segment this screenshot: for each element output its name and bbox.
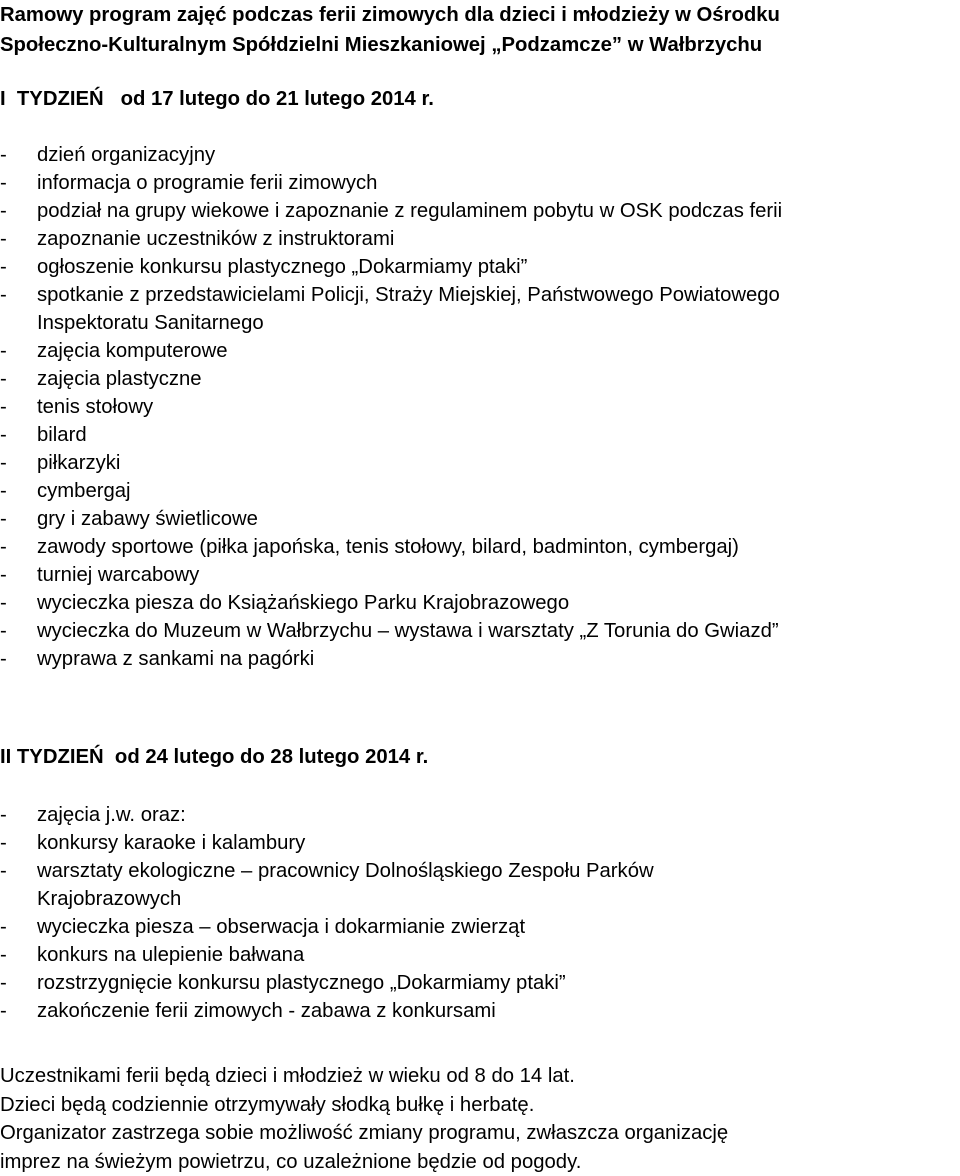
list-item	[0, 941, 960, 969]
list-dash: -	[0, 284, 7, 306]
list-item-text: wyprawa z sankami na pagórki	[37, 648, 315, 670]
list-item-text: zawody sportowe (piłka japońska, tenis stołowy, bilard, badminton, cymbergaj)	[37, 536, 739, 558]
list-item-text: gry i zabawy świetlicowe	[37, 508, 258, 530]
footer-line: Dzieci będą codziennie otrzymywały słodką bułkę i herbatę.	[0, 1093, 535, 1116]
list-item-text: wycieczka do Muzeum w Wałbrzychu – wystawa i warsztaty „Z Torunia do Gwiazd”	[37, 620, 779, 642]
list-dash: -	[0, 396, 7, 418]
list-dash: -	[0, 200, 7, 222]
list-item-text: wycieczka piesza – obserwacja i dokarmianie zwierząt	[37, 916, 526, 938]
footer-line: Uczestnikami ferii będą dzieci i młodzież w wieku od 8 do 14 lat.	[0, 1065, 575, 1087]
list-dash: -	[0, 860, 7, 882]
list-dash: -	[0, 972, 7, 994]
list-item	[0, 997, 960, 1025]
list-dash: -	[0, 620, 7, 642]
list-item-text: dzień organizacyjny	[37, 144, 216, 166]
list-dash: -	[0, 228, 7, 250]
footer-notes	[0, 1062, 728, 1176]
list-item-text: spotkanie z przedstawicielami Policji, Straży Miejskiej, Państwowego Powiatowego	[37, 284, 780, 306]
list-item-text: zajęcia komputerowe	[37, 340, 228, 362]
list-dash: -	[0, 256, 7, 278]
list-dash: -	[0, 804, 7, 826]
list-item	[0, 857, 960, 913]
list-item-text: zapoznanie uczestników z instruktorami	[37, 228, 395, 250]
list-dash: -	[0, 916, 7, 938]
list-item-text: zajęcia plastyczne	[37, 368, 202, 390]
document-title	[0, 0, 780, 60]
footer-line: imprez na świeżym powietrzu, co uzależnione będzie od pogody.	[0, 1150, 582, 1173]
list-item	[0, 169, 960, 197]
list-dash: -	[0, 368, 7, 390]
week-2-activity-list	[0, 801, 960, 1025]
footer-line: Organizator zastrzega sobie możliwość zmiany programu, zwłaszcza organizację	[0, 1122, 729, 1144]
list-item	[0, 393, 960, 421]
list-item-text: zajęcia j.w. oraz:	[37, 804, 186, 826]
list-item-text: piłkarzyki	[37, 452, 121, 474]
list-item-text: wycieczka piesza do Książańskiego Parku Krajobrazowego	[37, 592, 570, 614]
list-item	[0, 197, 960, 225]
list-dash: -	[0, 340, 7, 362]
list-item	[0, 589, 960, 617]
list-item-text: rozstrzygnięcie konkursu plastycznego „Dokarmiamy ptaki”	[37, 972, 566, 994]
list-item-text: zakończenie ferii zimowych - zabawa z konkursami	[37, 1000, 496, 1022]
title-line-2: Społeczno-Kulturalnym Spółdzielni Mieszkaniowej „Podzamcze” w Wałbrzychu	[0, 34, 763, 56]
list-item	[0, 225, 960, 253]
list-item-text: konkursy karaoke i kalambury	[37, 832, 306, 854]
list-item-text: konkurs na ulepienie bałwana	[37, 944, 305, 966]
list-dash: -	[0, 508, 7, 530]
list-dash: -	[0, 592, 7, 614]
list-item-text: podział na grupy wiekowe i zapoznanie z regulaminem pobytu w OSK podczas ferii	[37, 200, 783, 222]
list-item-text: bilard	[37, 424, 87, 446]
list-dash: -	[0, 564, 7, 586]
list-dash: -	[0, 536, 7, 558]
list-dash: -	[0, 480, 7, 502]
list-item-text: informacja o programie ferii zimowych	[37, 172, 378, 194]
list-item	[0, 645, 960, 673]
title-line-1: Ramowy program zajęć podczas ferii zimowych dla dzieci i młodzieży w Ośrodku	[0, 4, 780, 26]
list-item-text: ogłoszenie konkursu plastycznego „Dokarmiamy ptaki”	[37, 256, 528, 278]
list-item-text: turniej warcabowy	[37, 564, 200, 586]
list-item	[0, 421, 960, 449]
list-dash: -	[0, 452, 7, 474]
list-dash: -	[0, 424, 7, 446]
list-dash: -	[0, 648, 7, 670]
list-item	[0, 141, 960, 169]
list-item-continuation: Inspektoratu Sanitarnego	[37, 312, 264, 334]
list-item	[0, 253, 960, 281]
list-item-text: warsztaty ekologiczne – pracownicy Dolnośląskiego Zespołu Parków	[37, 860, 654, 882]
list-item	[0, 477, 960, 505]
list-dash: -	[0, 172, 7, 194]
list-item	[0, 337, 960, 365]
list-item	[0, 829, 960, 857]
list-item	[0, 561, 960, 589]
list-dash: -	[0, 1000, 7, 1022]
list-dash: -	[0, 144, 7, 166]
list-item	[0, 449, 960, 477]
list-item-continuation: Krajobrazowych	[37, 888, 182, 910]
list-item	[0, 913, 960, 941]
week-1-activity-list	[0, 141, 960, 673]
list-item	[0, 533, 960, 561]
list-item	[0, 801, 960, 829]
week-2-heading: II TYDZIEŃ od 24 lutego do 28 lutego 2014 r.	[0, 746, 429, 768]
list-item	[0, 281, 960, 337]
list-item-text: cymbergaj	[37, 480, 131, 502]
list-dash: -	[0, 832, 7, 854]
list-item-text: tenis stołowy	[37, 396, 154, 418]
list-item	[0, 969, 960, 997]
list-dash: -	[0, 944, 7, 966]
list-item	[0, 617, 960, 645]
week-1-heading: I TYDZIEŃ od 17 lutego do 21 lutego 2014 r.	[0, 88, 434, 110]
list-item	[0, 505, 960, 533]
list-item	[0, 365, 960, 393]
